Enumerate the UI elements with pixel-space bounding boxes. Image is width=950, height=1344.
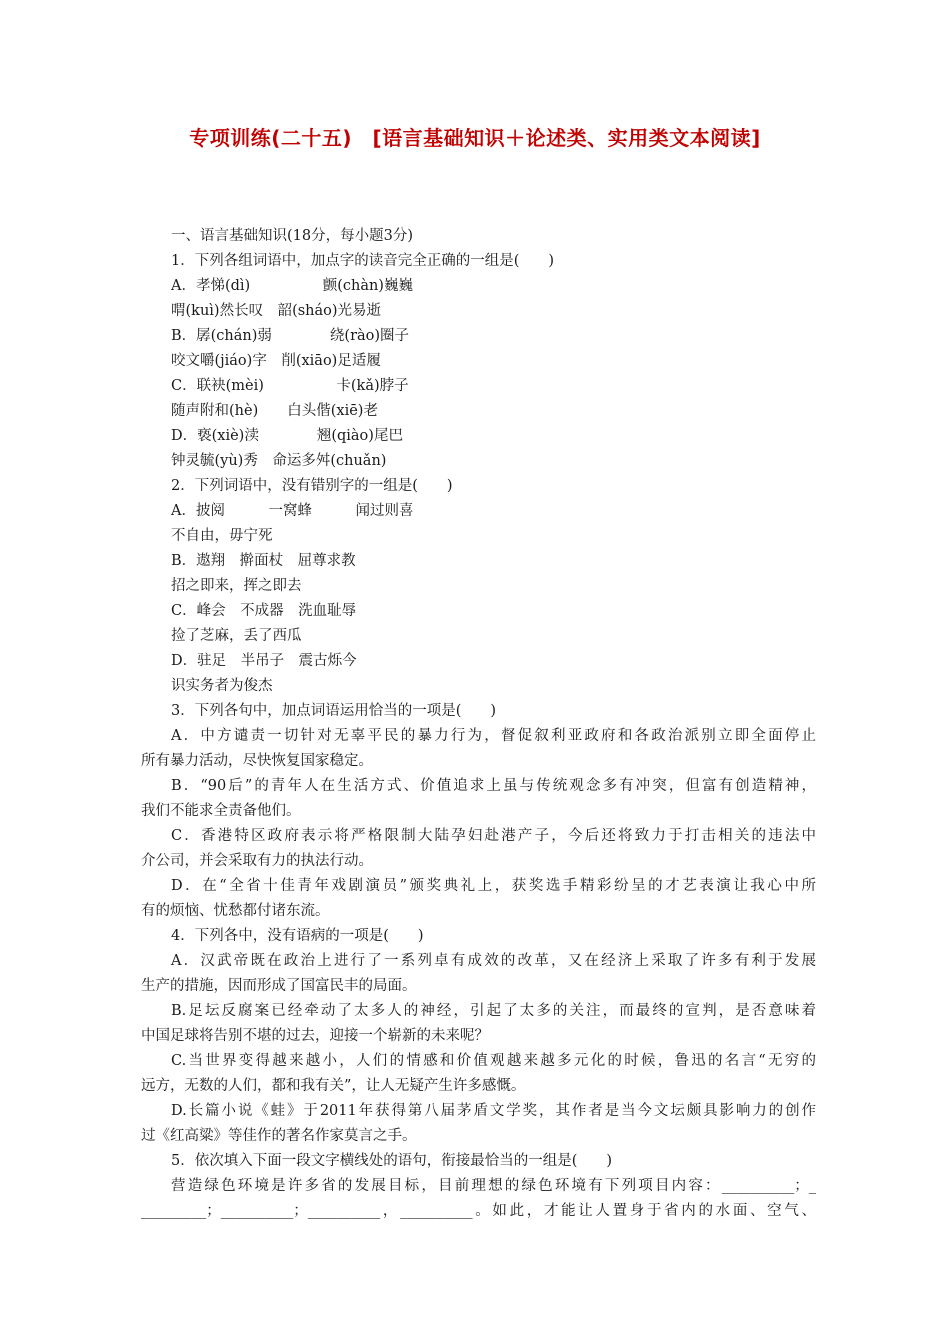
text-line: D．在“全省十佳青年戏剧演员”颁奖典礼上，获奖选手精彩纷呈的才艺表演让我心中所 — [171, 878, 816, 894]
text-line: C.当世界变得越来越小，人们的情感和价值观越来越多元化的时候，鲁迅的名言“无穷的 — [171, 1053, 816, 1069]
text-line: 4．下列各中，没有语病的一项是( ) — [171, 928, 424, 944]
text-line: C．峰会 不成器 洗血耻辱 — [171, 603, 357, 619]
text-line: 咬文嚼(jiáo)字 削(xiāo)足适履 — [171, 353, 381, 369]
text-line: 生产的措施，因而形成了国富民丰的局面。 — [141, 978, 417, 994]
text-line: 有的烦恼、忧愁都付诸东流。 — [141, 903, 330, 919]
text-line: 2．下列词语中，没有错别字的一组是( ) — [171, 478, 453, 494]
text-line: 3．下列各句中，加点词语运用恰当的一项是( ) — [171, 703, 497, 719]
text-line: B.足坛反腐案已经牵动了太多人的神经，引起了太多的关注，而最终的宣判，是否意味着 — [171, 1003, 816, 1019]
text-line: B．遨翔 擀面杖 屈尊求教 — [171, 553, 356, 569]
text-line: 中国足球将告别不堪的过去，迎接一个崭新的未来呢？ — [141, 1028, 489, 1044]
text-line: C．联袂(mèi) 卡(kǎ)脖子 — [171, 378, 409, 394]
text-line: D．亵(xiè)渎 翘(qiào)尾巴 — [171, 428, 403, 444]
text-line: 识实务者为俊杰 — [171, 678, 273, 694]
text-line: A．披阅 一窝蜂 闻过则喜 — [171, 503, 414, 519]
text-line: 过《红高粱》等佳作的著名作家莫言之手。 — [141, 1128, 417, 1144]
text-line: C．香港特区政府表示将严格限制大陆孕妇赴港产子，今后还将致力于打击相关的违法中 — [171, 828, 816, 844]
document-body — [141, 224, 816, 1224]
text-line: D.长篇小说《蛙》于2011年获得第八届茅盾文学奖，其作者是当今文坛颇具影响力的创作 — [171, 1103, 816, 1119]
text-line: B．“90后”的青年人在生活方式、价值追求上虽与传统观念多有冲突，但富有创造精神， — [171, 778, 816, 794]
text-line: 介公司，并会采取有力的执法行动。 — [141, 853, 373, 869]
text-line: 钟灵毓(yù)秀 命运多舛(chuǎn) — [171, 453, 387, 469]
text-line: A．汉武帝既在政治上进行了一系列卓有成效的改革，又在经济上采取了许多有利于发展 — [171, 953, 816, 969]
text-line: 远方，无数的人们，都和我有关”，让人无疑产生许多感慨。 — [141, 1078, 526, 1094]
text-line: 喟(kuì)然长叹 韶(sháo)光易逝 — [171, 303, 382, 319]
text-line: 招之即来，挥之即去 — [171, 578, 302, 594]
text-line: 1．下列各组词语中，加点字的读音完全正确的一组是( ) — [171, 253, 555, 269]
text-line: 一、语言基础知识(18分，每小题3分) — [171, 228, 413, 244]
text-line: _________；__________；__________，__________。如此，才能让人置身于省内的水面、空气、 — [141, 1203, 816, 1219]
text-line: 随声附和(hè) 白头偕(xiē)老 — [171, 403, 378, 419]
text-line: 营造绿色环境是许多省的发展目标，目前理想的绿色环境有下列项目内容：__________；_ — [171, 1178, 816, 1194]
text-line: 我们不能求全责备他们。 — [141, 803, 301, 819]
page-title: 专项训练(二十五) [语言基础知识＋论述类、实用类文本阅读] — [189, 126, 761, 150]
text-line: D．驻足 半吊子 震古烁今 — [171, 653, 357, 669]
text-line: 所有暴力活动，尽快恢复国家稳定。 — [141, 753, 373, 769]
text-line: B．孱(chán)弱 绕(rào)圈子 — [171, 328, 410, 344]
text-line: A．中方谴责一切针对无辜平民的暴力行为，督促叙利亚政府和各政治派别立即全面停止 — [171, 728, 816, 744]
text-line: 捡了芝麻，丢了西瓜 — [171, 628, 302, 644]
text-line: A．孝悌(dì) 颤(chàn)巍巍 — [171, 278, 413, 294]
text-line: 不自由，毋宁死 — [171, 528, 273, 544]
text-line: 5．依次填入下面一段文字横线处的语句，衔接最恰当的一组是( ) — [171, 1153, 613, 1169]
